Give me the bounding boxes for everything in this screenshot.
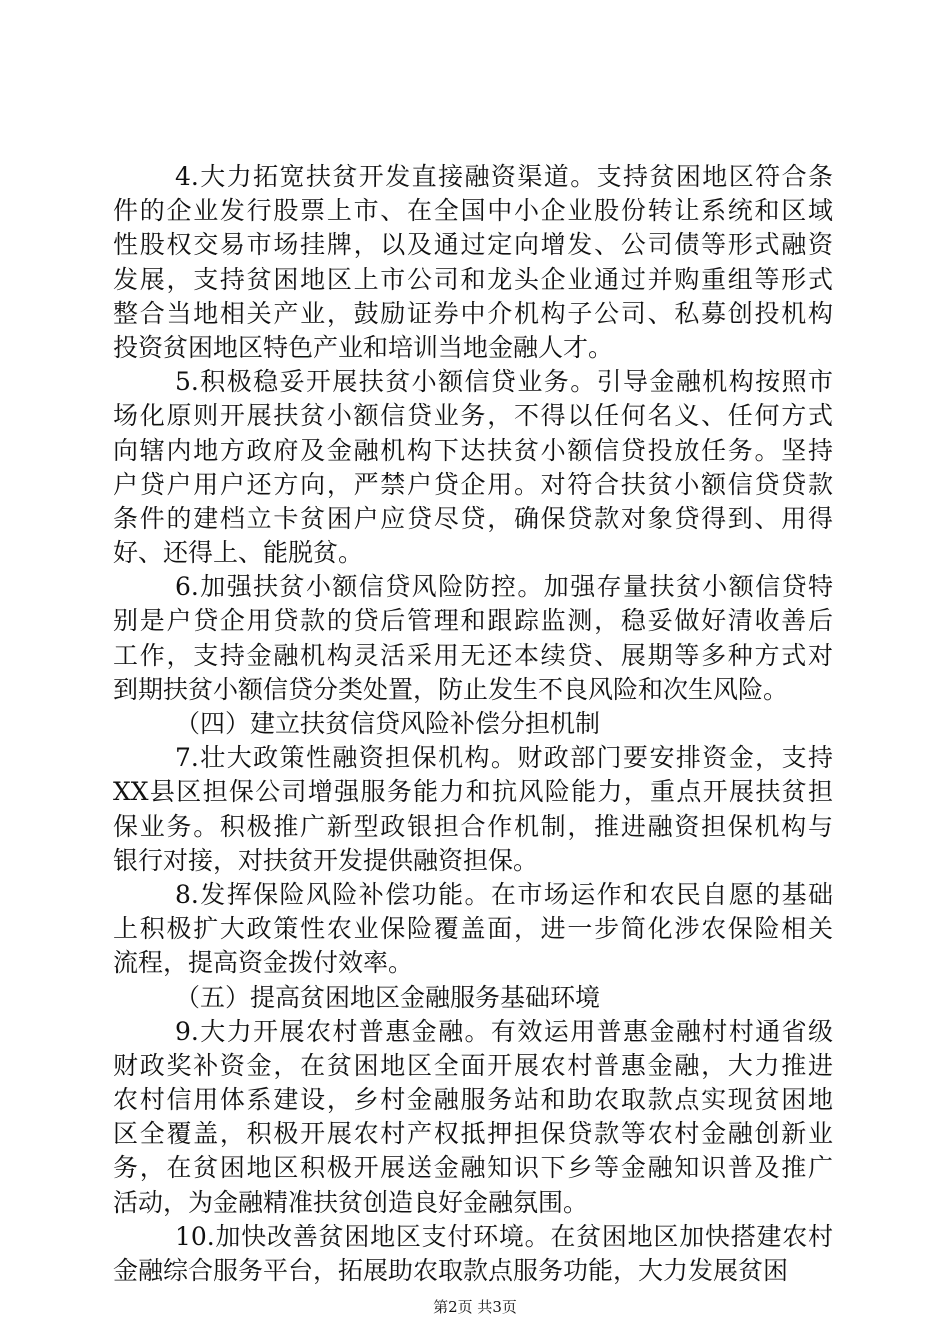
- paragraph: [113, 878, 833, 981]
- text-line: 场化原则开展扶贫小额信贷业务，不得以任何名义、任何方式: [113, 401, 833, 431]
- text-line: 7.壮大政策性融资担保机构。财政部门要安排资金，支持: [175, 743, 833, 773]
- text-line: 投资贫困地区特色产业和培训当地金融人才。: [113, 332, 614, 362]
- text-line: 户贷户用户还方向，严禁户贷企用。对符合扶贫小额信贷贷款: [113, 469, 833, 499]
- text-line: 性股权交易市场挂牌，以及通过定向增发、公司债等形式融资: [113, 230, 833, 260]
- page-footer: 第2页 共3页: [433, 1298, 517, 1316]
- text-line: 银行对接，对扶贫开发提供融资担保。: [113, 845, 539, 875]
- section-heading: [113, 707, 833, 741]
- text-line: 金融综合服务平台，拓展助农取款点服务功能，大力发展贫困: [113, 1256, 789, 1285]
- text-line: 务，在贫困地区积极开展送金融知识下乡等金融知识普及推广: [113, 1153, 833, 1183]
- text-line: 活动，为金融精准扶贫创造良好金融氛围。: [113, 1187, 589, 1217]
- text-line: 农村信用体系建设，乡村金融服务站和助农取款点实现贫困地: [113, 1085, 833, 1115]
- text-line: 别是户贷企用贷款的贷后管理和跟踪监测，稳妥做好清收善后: [113, 606, 833, 636]
- text-line: 条件的建档立卡贫困户应贷尽贷，确保贷款对象贷得到、用得: [113, 503, 833, 533]
- paragraph: [113, 1015, 833, 1220]
- text-line: 6.加强扶贫小额信贷风险防控。加强存量扶贫小额信贷特: [175, 572, 833, 602]
- paragraph: [113, 160, 833, 365]
- paragraph: [113, 365, 833, 570]
- text-line: XX县区担保公司增强服务能力和抗风险能力，重点开展扶贫担: [113, 777, 833, 807]
- text-line: 财政奖补资金，在贫困地区全面开展农村普惠金融，大力推进: [113, 1050, 833, 1080]
- text-line: 向辖内地方政府及金融机构下达扶贫小额信贷投放任务。坚持: [113, 435, 833, 465]
- text-line: 4.大力拓宽扶贫开发直接融资渠道。支持贫困地区符合条: [175, 162, 833, 191]
- text-line: 整合当地相关产业，鼓励证券中介机构子公司、私募创投机构: [113, 298, 833, 328]
- text-line: 上积极扩大政策性农业保险覆盖面，进一步简化涉农保险相关: [113, 914, 833, 944]
- text-line: 到期扶贫小额信贷分类处置，防止发生不良风险和次生风险。: [113, 674, 789, 704]
- text-line: 流程，提高资金拨付效率。: [113, 948, 414, 978]
- text-line: 8.发挥保险风险补偿功能。在市场运作和农民自愿的基础: [175, 879, 833, 909]
- paragraph: [113, 1220, 833, 1288]
- text-line: 发展，支持贫困地区上市公司和龙头企业通过并购重组等形式: [113, 264, 833, 294]
- text-line: 保业务。积极推广新型政银担合作机制，推进融资担保机构与: [113, 811, 833, 841]
- paragraph: [113, 741, 833, 878]
- document-body: [113, 160, 833, 1288]
- text-line: 件的企业发行股票上市、在全国中小企业股份转让系统和区域: [113, 196, 833, 226]
- text-line: 5.积极稳妥开展扶贫小额信贷业务。引导金融机构按照市: [175, 367, 833, 397]
- paragraph: [113, 570, 833, 707]
- text-line: 区全覆盖，积极开展农村产权抵押担保贷款等农村金融创新业: [113, 1119, 833, 1149]
- text-line: 工作，支持金融机构灵活采用无还本续贷、展期等多种方式对: [113, 640, 833, 670]
- text-line: （五）提高贫困地区金融服务基础环境: [175, 982, 601, 1012]
- text-line: 好、还得上、能脱贫。: [113, 538, 364, 568]
- text-line: 9.大力开展农村普惠金融。有效运用普惠金融村村通省级: [175, 1016, 833, 1046]
- section-heading: [113, 981, 833, 1015]
- text-line: 10.加快改善贫困地区支付环境。在贫困地区加快搭建农村: [175, 1221, 833, 1251]
- text-line: （四）建立扶贫信贷风险补偿分担机制: [175, 709, 601, 738]
